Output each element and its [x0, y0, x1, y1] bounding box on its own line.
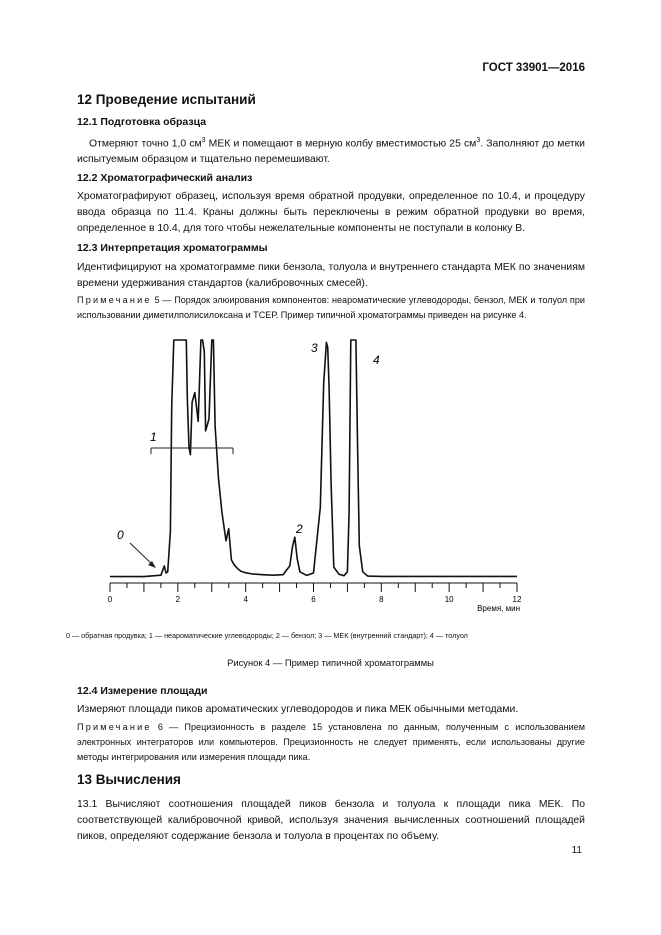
peak-label-1: 1	[150, 430, 157, 444]
arrow-line	[130, 543, 154, 566]
section-13-title: 13 Вычисления	[77, 772, 181, 787]
subsection-12-2-title: 12.2 Хроматографический анализ	[77, 172, 253, 184]
x-tick-label: 8	[379, 595, 384, 604]
subsection-12-4-text: Измеряют площади пиков ароматических углеводородов и пика МЕК обычными методами.	[77, 704, 519, 715]
chromatogram-figure	[0, 330, 661, 630]
x-tick-labels	[108, 595, 522, 604]
figure-legend: 0 — обратная продувка; 1 — неароматические углеводороды; 2 — бензол; 3 — МЕК (внутренний стандарт); 4 — толуол	[66, 631, 468, 640]
subsection-12-4-title: 12.4 Измерение площади	[77, 685, 208, 697]
page-number: 11	[571, 845, 582, 856]
note-5	[77, 293, 585, 323]
note-text: 6 — Прецизионность в разделе 15 установлена по данным, полученным с использованием электронных интеграторов или компьютеров. Прецизионность не следует применять, если использованы другие методы интегрирования или измерения площади пика.	[77, 722, 585, 762]
x-tick-label: 6	[311, 595, 316, 604]
peak-label-3: 3	[311, 341, 318, 355]
peak-label-4: 4	[373, 353, 380, 367]
x-tick-label: 4	[243, 595, 248, 604]
x-axis-label: Время, мин	[477, 604, 520, 613]
text-part: . Заполняют до метки испытуемым образцом и тщательно перемешивают.	[77, 138, 585, 166]
x-tick-label: 0	[107, 595, 113, 604]
document-code: ГОСТ 33901—2016	[482, 62, 585, 74]
subsection-12-1-title: 12.1 Подготовка образца	[77, 116, 207, 128]
subsection-12-1-text	[77, 133, 585, 168]
subsection-12-3-text: Идентифицируют на хроматограмме пики бензола, толуола и внутреннего стандарта МЕК по значениям времени удерживания стандартов (калибровочных смесей).	[77, 262, 585, 289]
superscript: 3	[476, 137, 481, 144]
note-label: Примечание	[77, 722, 152, 732]
x-axis	[110, 583, 517, 592]
x-tick-label: 10	[444, 595, 454, 604]
chromatogram-trace	[110, 340, 517, 577]
note-label: Примечание	[77, 295, 152, 305]
bracket-component-1	[151, 448, 233, 454]
figure-caption: Рисунок 4 — Пример типичной хроматограммы	[227, 657, 434, 668]
note-6	[77, 720, 585, 765]
x-tick-label: 2	[175, 595, 181, 604]
note-text: 5 — Порядок элюирования компонентов: неароматические углеводороды, бензол, МЕК и толуол при использовании диметилполисилоксана и ТСЕР. Пример типичной хроматограммы приведен на рисунке 4.	[77, 295, 585, 320]
superscript: 3	[201, 137, 206, 144]
text-part: Отмеряют точно 1,0 см	[89, 138, 202, 150]
arrow-backflush	[130, 543, 156, 568]
peak-label-2: 2	[296, 522, 303, 536]
x-tick-label: 12	[512, 595, 522, 604]
section-13-text: 13.1 Вычисляют соотношения площадей пиков бензола и толуола к площади пика МЕК. По соответствующей калибровочной кривой, используя значения вычисленных соотношений площадей пиков, определяют содержание бензола и толуола в процентах по объему.	[77, 799, 585, 842]
section-12-title: 12 Проведение испытаний	[77, 92, 256, 107]
subsection-12-2-text: Хроматографируют образец, используя время обратной продувки, определенное по 10.4, и процедуру ввода образца по 11.4. Краны должны быть переключены в режим обратной продувки во время, определенное в 10.4, для того чтобы нежелательные компоненты не поступали в колонку B.	[77, 191, 585, 234]
subsection-12-3-title: 12.3 Интерпретация хроматограммы	[77, 242, 268, 254]
text-part: МЕК и помещают в мерную колбу вместимостью 25 см	[205, 138, 477, 150]
peak-label-0: 0	[117, 528, 124, 542]
